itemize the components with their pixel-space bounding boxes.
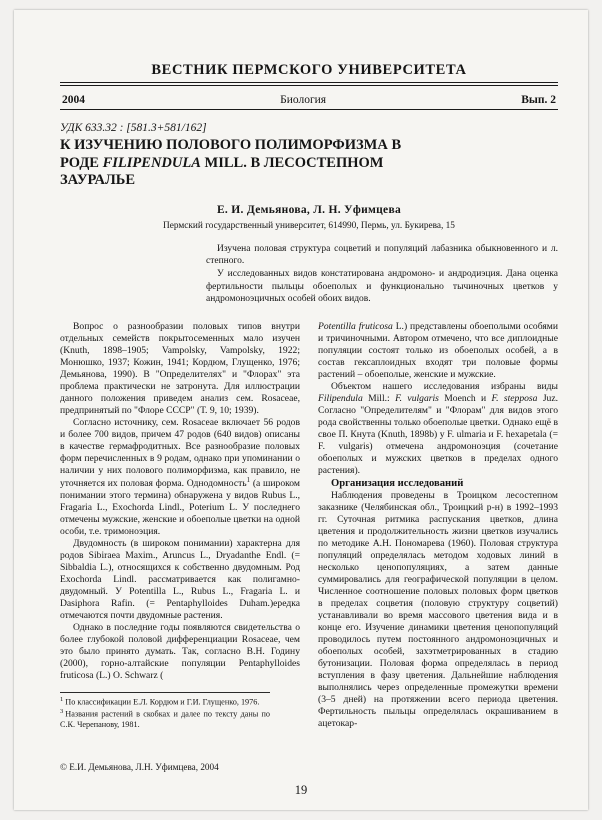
right-paragraph-2-pre: Объектом нашего исследования избраны виды: [331, 380, 558, 392]
article-title-line-3: ЗАУРАЛЬЕ: [60, 172, 136, 189]
page-number: 19: [294, 783, 308, 797]
article-title-line-2-post: MILL. В ЛЕСОСТЕПНОМ: [200, 154, 384, 171]
article-abstract: [206, 243, 558, 305]
article-affiliation: Пермский государственный университет, 614990, Пермь, ул. Букирева, 15: [163, 221, 455, 232]
article-title-genus: FILIPENDULA: [102, 154, 201, 171]
right-paragraph-2-genus: Filipendula: [318, 392, 363, 404]
left-paragraph-2-tail: (а широком понимании этого термина) обнаружена у видов Rubus L., Fragaria L., Exochorda Lindl., Poterium L. У последнего отмечены мужские, женские и обоеполые цветки на одной особи, т.е. тримоноэция.: [60, 477, 300, 537]
abstract-paragraph-1: Изучена половая структура соцветий и популяций лабазника обыкновенного и л. степного.: [206, 244, 558, 267]
left-paragraph-4: Однако в последние годы появляются свидетельства о более глубокой половой дифференциации Rosaceae, чем это было принято думать. Так, согласно В.Н. Годину (2000), горно-алтайские популяции Pentaphylloides fruticosa (L.) O. Schwarz (: [60, 621, 300, 681]
section-heading-organization: Организация исследований: [331, 477, 464, 489]
udk-code: УДК 633.32 : [581.3+581/162]: [60, 122, 207, 134]
article-title-line-1: К ИЗУЧЕНИЮ ПОЛОВОГО ПОЛИМОРФИЗМА В: [60, 137, 402, 153]
footnote-2-number: 3: [60, 708, 64, 716]
header-rule-thick: [60, 82, 558, 83]
footnote-1-number: 1: [60, 695, 64, 703]
footnote-2-text: Названия растений в скобках и далее по тексту даны по С.К. Черепанову, 1981.: [60, 710, 270, 730]
footnote-1: [60, 696, 270, 708]
article-title: [60, 137, 558, 190]
article-authors: Е. И. Демьянова, Л. Н. Уфимцева: [216, 204, 402, 217]
right-paragraph-2-tail: Juz. Согласно "Определителям" и "Флорам" для видов этого рода свойственны только обоеполые цветки. Однако ещё в свое П. Кнута (Knuth, 1898b) у F. ulmaria и F. hexapetala (= F. vulgaris) отмечена андромоноэция (сочетание обоеполых и мужских цветков в пределах одного растения).: [318, 392, 559, 476]
copyright-line: © Е.И. Демьянова, Л.Н. Уфимцева, 2004: [60, 762, 219, 772]
left-paragraph-3: Двудомность (в широком понимании) характерна для родов Sibiraea Maxim., Aruncus L., Dryadanthe Endl. (= Sibbaldia L.), относящихся к собственно двудомным. Род Exochorda Lindl. рассматривается как полигамно-двудомный. У Potentilla L., Rubus L., Fragaria L. и Dasiphora Rafin. (= Pentaphylloides Duham.)ередка отмечаются почти двудомные растения.: [60, 537, 300, 621]
article-title-line-2-pre: РОДЕ: [60, 154, 103, 171]
right-paragraph-1-species: Potentilla fruticosa: [318, 320, 393, 332]
footnote-1-text: По классификации Е.Л. Кордюм и Г.И. Глущенко, 1976.: [65, 697, 260, 707]
body-columns: [60, 321, 558, 731]
header-rule-bottom: [60, 109, 558, 110]
footnote-2: [60, 708, 270, 730]
right-paragraph-2-species-1: F. vulgaris: [395, 392, 439, 404]
abstract-paragraph-2: У исследованных видов констатирована андромоно- и андродиэция. Дана оценка фертильности пыльцы обоеполых и функционально тычиночных цветков у андромоноэцичных особей обоих видов.: [206, 269, 558, 304]
left-paragraph-2-head: Согласно источнику, сем. Rosaceae включает 56 родов и более 700 видов, причем 47 родов (640 видов) описаны в качестве гермафродитных. Все разнообразие половых форм перечисленных в 9 родам, однако при упоминании о наличии у них полового полиморфизма, как правило, не уточняется их половая форма. Однодомность: [60, 416, 300, 489]
left-paragraph-2: [60, 417, 300, 538]
right-paragraph-3: Наблюдения проведены в Троицком лесостепном заказнике (Челябинская обл., Троицкий р-н) в 1992–1993 гг. Суточная ритмика распускания цветков, длина цветения и продолжительность жизни цветков изучались по методике А.Н. Пономарева (1960). Половая структура популяций определялась методом ходовых линий в несколько ценопопуляциях, а затем данные суммировались для географической популяции в целом. Численное соотношение половых половых форм цветков в пределах соцветия (половую структуру соцветий) устанавливали во время массового цветения вида и в конце его. Изучение динамики цветения ценопопуляций проводилось путем постоянного андромоноэцичных и обоеполых особей, захэтметрированных в стадию бутонизации. Половая форма определялась в период вступления в фазу цветения. Дальнейшие наблюдения выполнялись через определенные промежутки времени (3–5 дней) на протяжении всего периода цветения. Фертильность пыльцы определялась окрашиванием в ацетокар-: [318, 489, 558, 729]
header-rule-thin: [60, 85, 558, 86]
right-paragraph-2-mid-2: Moench и: [438, 392, 492, 404]
header-issue: Вып. 2: [521, 94, 556, 106]
right-column: [318, 321, 558, 731]
right-paragraph-2-mid-1: Mill.:: [362, 392, 396, 404]
page-content: [60, 62, 558, 731]
header-year: 2004: [62, 94, 85, 106]
footnotes: [60, 692, 270, 730]
right-paragraph-1: [318, 321, 558, 381]
left-paragraph-1: Вопрос о разнообразии половых типов внутри отдельных семейств покрытосеменных мало изучен (Knuth, 1898–1905; Vampolsky, Vampolsky, 1922; Монюшко, 1937; Кожин, 1941; Кордюм, Глущенко, 1976; Демьянова, 1990). В "Определителях" и "Флорах" эта проблема практически не затронута. Для иллюстрации данного положения приведем анализ сем. Rosaceae, предпринятый по "Флоре СССР" (Т. 9, 10; 1939).: [60, 320, 300, 416]
right-paragraph-1-text: L.) представлены обоеполыми особями и тричиночными. Автором отмечено, что все диплоидные популяции состоят только из обоеполых особей, а в состав гексаплоидных входят три половые формы растений – обоеполые, женские и мужские.: [318, 320, 558, 380]
journal-title: ВЕСТНИК ПЕРМСКОГО УНИВЕРСИТЕТА: [151, 62, 467, 78]
right-paragraph-2: [318, 381, 558, 477]
header-meta-row: [60, 92, 558, 109]
paper-sheet: [14, 10, 588, 810]
right-paragraph-2-species-2: F. stepposa: [491, 392, 538, 404]
header-subject: Биология: [280, 94, 327, 106]
left-column: [60, 321, 300, 731]
footnote-marker-1: 1: [246, 476, 251, 484]
